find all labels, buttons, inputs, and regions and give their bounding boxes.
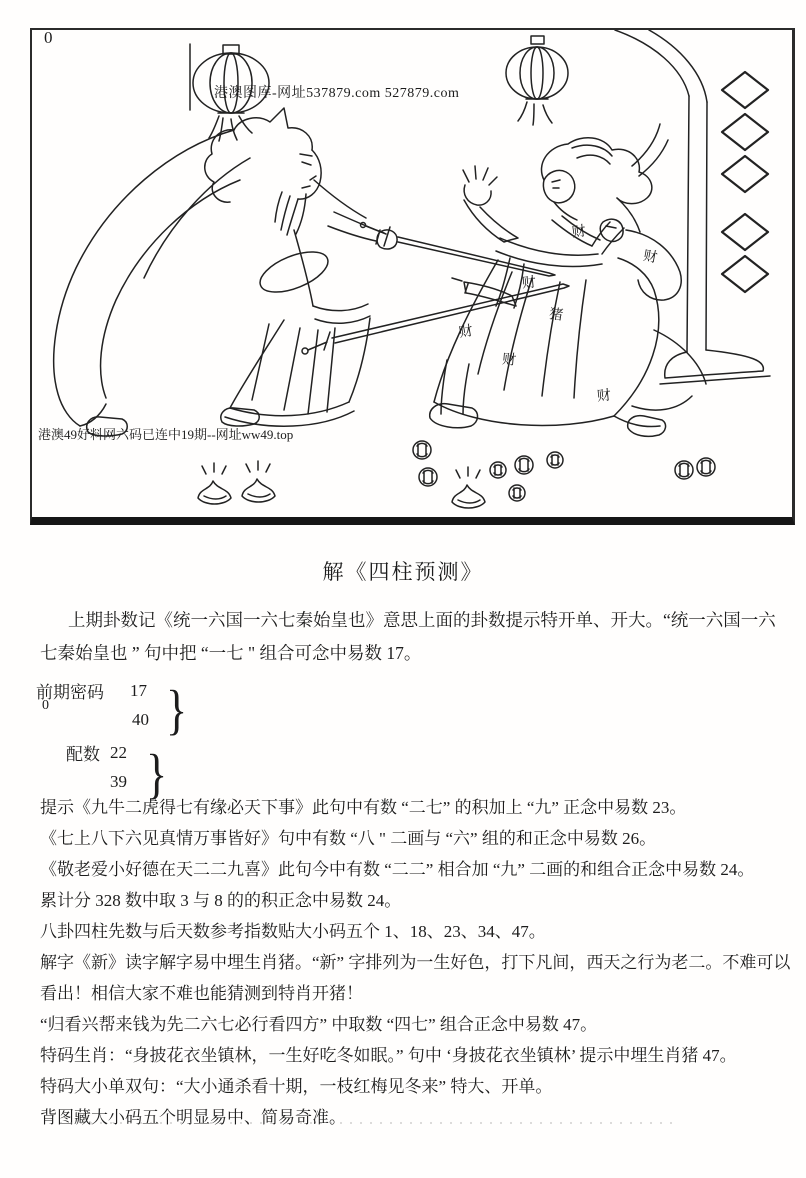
brace-glyph: }: [146, 743, 168, 805]
pair-code-value: 39: [110, 772, 127, 791]
hint-line: 解字《新》读字解字易中埋生肖猪。“新” 字排列为一生好色，打下凡间，西天之行为老二。不难可以看出！相信大家不难也能猜测到特肖开猪！: [40, 953, 791, 1003]
dodging-right-figure: [430, 124, 706, 436]
robe-character: 猪: [548, 307, 565, 324]
previous-code-value: 17: [130, 681, 147, 700]
sword-icon: [302, 284, 569, 354]
wall-diamond-icon: [722, 72, 768, 292]
stray-zero: 0: [42, 698, 49, 713]
hint-line: 背图藏大小码五个明显易中、简易奇准。: [40, 1108, 346, 1127]
hint-line: 特码大小单双句：“大小通杀看十期，一枝红梅见冬来” 特大、开单。: [40, 1077, 553, 1096]
pillar-and-arch: [615, 30, 770, 384]
page-title: 解《四柱预测》: [322, 560, 484, 584]
lantern-icon: [506, 36, 568, 125]
robe-character: 财: [501, 352, 517, 369]
robe-character: 财: [596, 388, 612, 405]
hint-line: 八卦四柱先数与后天数参考指数贴大小码五个 1、18、23、34、47。: [40, 922, 546, 941]
scan-artifact-line: [60, 1122, 680, 1124]
hint-line: 特码生肖：“身披花衣坐镇林，一生好吃冬如眠。” 句中 ‘身披花衣坐镇林’ 提示中埋生肖猪 47。: [40, 1046, 737, 1065]
robe-character: 财: [570, 224, 587, 241]
robe-character: 财: [457, 323, 475, 342]
coin-icon: [413, 441, 715, 501]
hint-line: 累计分 328 数中取 3 与 8 的的积正念中易数 24。: [40, 891, 402, 910]
hint-line: 《敬老爱小好德在天二二九喜》此句今中有数 “二二” 相合加 “九” 二画的和组合正念中易数 24。: [40, 860, 755, 879]
scene-illustration: [32, 30, 792, 517]
robe-character: 财: [641, 248, 659, 267]
previous-codes-label: 前期密码: [36, 683, 104, 702]
swordsman-left-figure: [54, 108, 397, 436]
watermark-top: 港澳图库-网址537879.com 527879.com: [214, 86, 460, 101]
pair-code-value: 22: [110, 743, 127, 762]
hint-lines: [40, 792, 794, 1133]
gold-ingot-icon: [198, 461, 485, 508]
illustration-frame: [30, 28, 795, 525]
hint-line: 《七上八下六见真情万事皆好》句中有数 “八 " 二画与 “六” 组的和正念中易数 26。: [40, 829, 657, 848]
robe-character: 财: [521, 275, 537, 292]
pair-codes-label: 配数: [66, 745, 100, 764]
intro-paragraph: 上期卦数记《统一六国一六七秦始皇也》意思上面的卦数提示特开单、开大。“统一六国一六七秦始皇也 ” 句中把 “一七 " 组合可念中易数 17。: [40, 610, 776, 663]
previous-code-value: 40: [132, 710, 149, 729]
hint-line: “归看兴帮来钱为先二六七必行看四方” 中取数 “四七” 组合正念中易数 47。: [40, 1015, 598, 1034]
hint-line: 提示《九牛二虎得七有缘必天下事》此句中有数 “二七” 的积加上 “九” 正念中易数 23。: [40, 798, 687, 817]
brace-glyph: }: [166, 679, 188, 741]
watermark-bottom: 港澳49好料网六码已连中19期--网址ww49.top: [38, 427, 294, 442]
frame-corner-zero: 0: [44, 28, 53, 47]
